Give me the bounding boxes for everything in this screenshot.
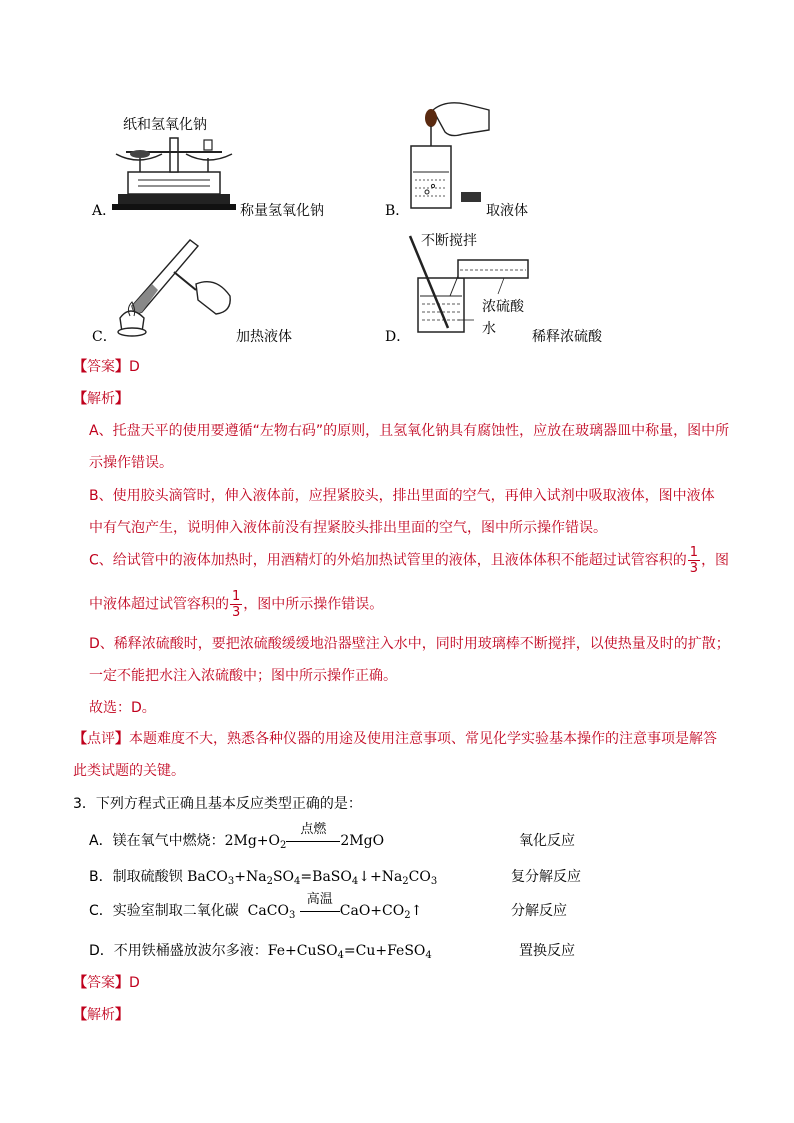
q3-option-d-type: 置换反应 — [519, 943, 575, 959]
reaction-condition-ignite: 点燃 — [286, 833, 340, 849]
figure-d-stir-label: 不断搅拌 — [421, 233, 477, 249]
q3-option-d-equation: Fe+CuSO$_4$=Cu+FeSO$_4$ — [267, 943, 432, 961]
figure-a-inner-label: 纸和氢氧化钠 — [123, 117, 207, 133]
comment-bracket-left: 【 — [73, 731, 87, 747]
analysis-heading: 解析 — [87, 1007, 115, 1023]
figure-a-caption: 称量氢氧化钠 — [240, 203, 324, 219]
figure-d-label: D． — [385, 329, 411, 345]
analysis-bracket-left: 【 — [73, 1007, 87, 1023]
figure-d-caption: 稀释浓硫酸 — [532, 329, 602, 345]
comment-line1 — [73, 728, 717, 748]
fraction-numerator: 1 — [232, 589, 241, 604]
dropper-illustration — [405, 100, 495, 212]
q3-option-c-label: C．实验室制取二氧化碳 — [89, 903, 239, 919]
answer-value: D — [129, 359, 140, 375]
figure-a-label: A． — [92, 203, 117, 219]
q3-option-d-label: D．不用铁桶盛放波尔多液： — [89, 943, 268, 959]
figure-c-caption: 加热液体 — [236, 329, 292, 345]
answer-line-q3 — [73, 972, 140, 992]
fraction-numerator: 1 — [689, 545, 699, 560]
balance-illustration — [108, 132, 240, 212]
q3-option-d — [89, 940, 432, 961]
q3-option-b-equation: $BaCO_3+Na_2SO_4=BaSO_4↓+Na_2CO_3$ — [187, 869, 438, 887]
comment-bracket-right: 】 — [115, 731, 129, 747]
q3-option-b-type: 复分解反应 — [511, 869, 581, 885]
figure-b-label: B． — [385, 203, 410, 219]
analysis-d-line2: 一定不能把水注入浓硫酸中；图中所示操作正确。 — [89, 668, 397, 684]
analysis-c-line2-text: 中液体超过试管容积的 — [89, 596, 229, 613]
comment-line2: 此类试题的关键。 — [73, 763, 185, 779]
analysis-c-line2-tail: ，图中所示操作错误。 — [243, 596, 384, 613]
analysis-c-line1-tail: ，图 — [701, 552, 730, 569]
fraction-denominator: 3 — [232, 605, 241, 620]
q3-option-c-type: 分解反应 — [511, 903, 567, 919]
figure-d-water-label: 水 — [482, 321, 496, 337]
fraction-denominator: 3 — [689, 561, 699, 576]
analysis-a-line1: A、托盘天平的使用要遵循“左物右码”的原则，且氢氧化钠具有腐蚀性，应放在玻璃器皿中称量，图中所 — [89, 423, 730, 439]
answer-bracket-left: 【 — [73, 359, 87, 375]
question-3-stem: 3．下列方程式正确且基本反应类型正确的是： — [73, 796, 362, 812]
analysis-bracket-right: 】 — [115, 1007, 129, 1023]
q3-option-a — [89, 822, 385, 851]
analysis-a-line2: 示操作错误。 — [89, 455, 173, 471]
q3-option-a-equation: $2Mg+O_2$ 点燃 2MgO — [224, 822, 385, 851]
q3-option-b-label: B．制取硫酸钡 — [89, 869, 188, 885]
q3-option-a-label: A．镁在氧气中燃烧： — [89, 833, 225, 849]
q3-option-a-type: 氧化反应 — [519, 833, 575, 849]
analysis-choose: 故选：D。 — [89, 700, 156, 716]
heating-illustration — [112, 232, 242, 338]
q3-option-c-equation: CaCO$_3$ 高温 $CaO+CO_2↑$ — [238, 892, 423, 921]
analysis-b-line1: B、使用胶头滴管时，伸入液体前，应捏紧胶头，排出里面的空气，再伸入试剂中吸取液体，图中液体 — [89, 488, 715, 504]
reaction-condition-high-temp: 高温 — [300, 903, 340, 919]
fraction-one-third — [688, 546, 700, 575]
answer-value: D — [129, 975, 140, 991]
fraction-one-third — [230, 590, 242, 619]
figure-b-caption: 取液体 — [486, 203, 528, 219]
analysis-c-line1-text: C、给试管中的液体加热时，用酒精灯的外焰加热试管里的液体，且液体体积不能超过试管容积的 — [89, 552, 687, 569]
analysis-c-line2 — [89, 590, 383, 619]
answer-bracket-right: 】 — [115, 359, 129, 375]
comment-heading: 点评 — [87, 731, 115, 747]
figure-d-acid-label: 浓硫酸 — [482, 299, 524, 315]
analysis-c-line1 — [89, 546, 729, 575]
answer-bracket-right: 】 — [115, 975, 129, 991]
comment-text: 本题难度不大，熟悉各种仪器的用途及使用注意事项、常见化学实验基本操作的注意事项是解答 — [129, 731, 717, 747]
analysis-bracket-right: 】 — [115, 391, 129, 407]
answer-heading: 答案 — [87, 975, 115, 991]
analysis-bracket-left: 【 — [73, 391, 87, 407]
analysis-heading-q3 — [73, 1004, 129, 1024]
answer-bracket-left: 【 — [73, 975, 87, 991]
figure-c-label: C． — [92, 329, 117, 345]
analysis-heading-q2 — [73, 388, 129, 408]
analysis-b-line2: 中有气泡产生，说明伸入液体前没有捏紧胶头排出里面的空气，图中所示操作错误。 — [89, 520, 607, 536]
answer-heading: 答案 — [87, 359, 115, 375]
q3-option-c — [89, 892, 423, 921]
analysis-d-line1: D、稀释浓硫酸时，要把浓硫酸缓缓地沿器壁注入水中，同时用玻璃棒不断搅拌，以使热量及时的扩散； — [89, 636, 730, 652]
answer-line-q2 — [73, 356, 140, 376]
analysis-heading: 解析 — [87, 391, 115, 407]
q3-option-b — [89, 866, 437, 887]
